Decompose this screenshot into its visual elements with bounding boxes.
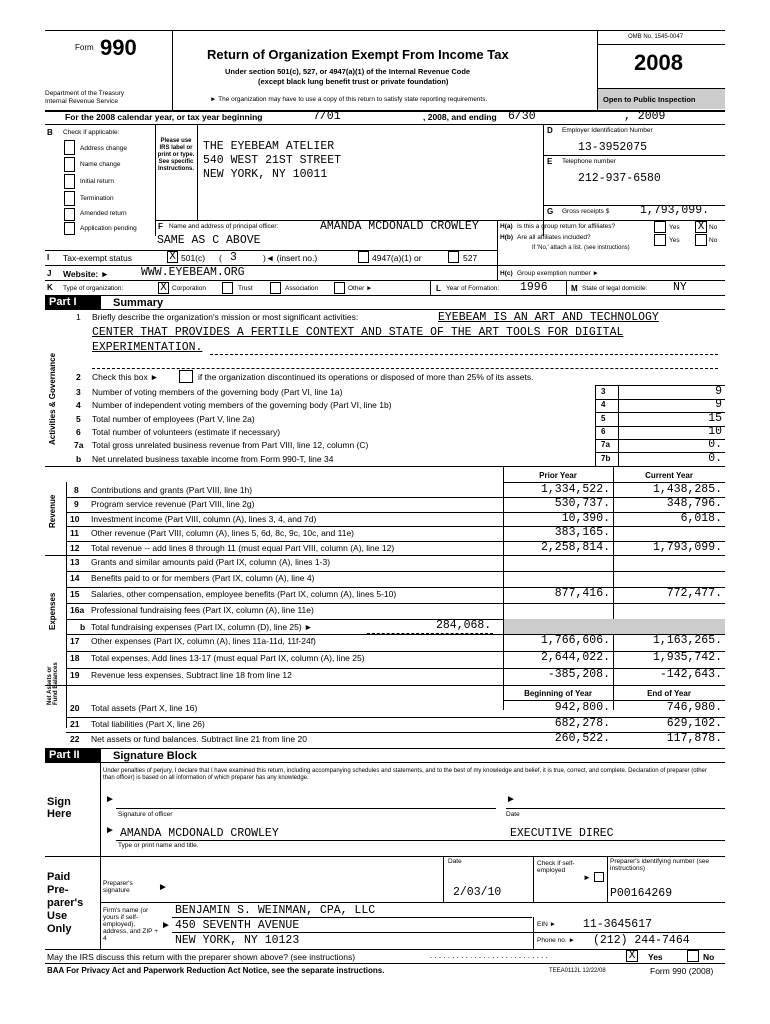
net-asset-line-prior: 260,522.	[554, 732, 610, 746]
section-k-letter: K	[47, 283, 53, 292]
discuss-no-checkbox[interactable]	[687, 950, 699, 962]
revenue-line-text: Investment income (Part VIII, column (A), lines 3, 4, and 7d)	[91, 513, 317, 524]
form-number: 990	[100, 35, 137, 60]
expense-total-line-current: 1,935,742.	[652, 651, 722, 664]
application-pending-label: Application pending	[80, 225, 137, 232]
section-b-letter: B	[47, 128, 53, 137]
firm-name: BENJAMIN S. WEINMAN, CPA, LLC	[175, 904, 376, 917]
gov-line-value: 9	[715, 398, 722, 412]
net-asset-line-num: 22	[70, 734, 80, 745]
net-asset-line-text: Total assets (Part X, line 16)	[91, 703, 198, 713]
mission-line-3: EXPERIMENTATION.	[92, 341, 203, 354]
revenue-line-prior: 383,165.	[554, 526, 610, 540]
hc-label: H(c)	[500, 270, 513, 277]
net-asset-line-text: Total liabilities (Part X, line 26)	[91, 718, 205, 729]
revenue-line-prior: 2,258,814.	[540, 540, 610, 554]
revenue-line-num: 9	[74, 499, 79, 510]
self-employed-checkbox[interactable]	[594, 872, 604, 882]
revenue-line-prior: 530,737.	[554, 497, 610, 511]
gov-line-box: 7b	[601, 453, 611, 463]
gov-line-value: 15	[708, 411, 722, 425]
form-title: Return of Organization Exempt From Income Tax	[207, 47, 509, 62]
side-label-activities: Activities & Governance	[48, 352, 57, 445]
discuss-yes-checkbox[interactable]	[626, 950, 638, 962]
gov-line-num: b	[76, 453, 82, 464]
ha-label: H(a)	[500, 223, 513, 230]
501c-insert: )◄ (insert no.)	[263, 253, 318, 263]
revenue-line-num: 11	[70, 528, 79, 539]
date-arrow: ►	[506, 794, 516, 805]
4947-label: 4947(a)(1) or	[372, 253, 422, 263]
gov-line-text: Net unrelated business taxable income from Form 990-T, line 34	[92, 453, 334, 464]
section-e-letter: E	[547, 157, 553, 166]
col-end-year: End of Year	[647, 689, 691, 698]
self-employed-arrow: ►	[583, 873, 591, 882]
section-d-letter: D	[547, 126, 553, 135]
only-label: Only	[47, 923, 72, 935]
org-name: THE EYEBEAM ATELIER	[203, 140, 335, 153]
net-asset-line-prior: 942,800.	[554, 701, 610, 714]
gov-line-num: 6	[76, 426, 81, 437]
col-prior-year: Prior Year	[539, 471, 577, 480]
use-label: Use	[47, 910, 68, 922]
other-org-checkbox[interactable]	[334, 282, 345, 294]
net-asset-line-current: 117,878.	[666, 732, 722, 746]
expense-line-prior: 877,416.	[554, 587, 610, 600]
gov-line-text: Number of voting members of the governing body (Part VI, line 1a)	[92, 387, 343, 397]
discuss-dots: . . . . . . . . . . . . . . . . . . . . . . . . . . .	[430, 951, 548, 960]
hb-yes-checkbox[interactable]	[654, 234, 666, 246]
org-city: NEW YORK, NY 10011	[203, 168, 328, 181]
revenue-line-prior: 10,390.	[561, 511, 610, 525]
tax-year-end-year: , 2009	[624, 110, 666, 123]
revenue-line-text: Program service revenue (Part VIII, line 2g)	[91, 499, 255, 510]
gov-line-text: Total number of volunteers (estimate if necessary)	[92, 426, 281, 437]
firm-address: 450 SEVENTH AVENUE	[175, 919, 300, 932]
firm-label: Firm's name (or yours if self-employed), address, and ZIP + 4	[103, 907, 158, 942]
line1-num: 1	[76, 312, 81, 322]
checkbox-termination[interactable]	[64, 191, 75, 206]
gov-top-rule	[595, 385, 725, 386]
hb-note: If 'No,' attach a list. (see instructions)	[532, 245, 630, 251]
gov-line-box: 4	[601, 400, 606, 410]
revenue-line-current: 348,796.	[666, 497, 722, 511]
domicile-value: NY	[673, 281, 687, 294]
type-name-label: Type or print name and title.	[118, 842, 199, 849]
revenue-line-num: 12	[70, 542, 80, 553]
gov-value-divider	[618, 385, 619, 466]
section-i-letter: I	[47, 253, 50, 262]
address-change-label: Address change	[80, 145, 127, 152]
part1-label: Part I	[45, 296, 101, 309]
part2-title: Signature Block	[113, 750, 197, 762]
tax-exempt-label: Tax-exempt status	[63, 253, 132, 263]
amended-return-label: Amended return	[80, 210, 127, 217]
expense-total-line-text: Other expenses (Part IX, column (A), lines 11a-11d, 11f-24f)	[91, 636, 316, 646]
gov-line-num: 5	[76, 413, 81, 424]
hc-text: Group exemption number ►	[517, 270, 599, 277]
gov-line-box: 6	[601, 426, 606, 436]
line2-num: 2	[76, 372, 81, 382]
year-formation-label: Year of Formation:	[446, 285, 500, 292]
expense-line-text: Benefits paid to or for members (Part IX, column (A), line 4)	[91, 573, 315, 583]
sign-label: Sign	[47, 796, 71, 808]
form-subtitle-2: (except black lung benefit trust or private foundation)	[258, 77, 449, 86]
hb-label: H(b)	[500, 234, 513, 241]
gov-line-box: 5	[601, 413, 606, 423]
checkbox-initial-return[interactable]	[64, 174, 75, 189]
revenue-line-rule	[66, 526, 725, 527]
paid-label: Paid	[47, 871, 71, 883]
revenue-line-num: 8	[74, 485, 79, 495]
ein-label: Employer Identification Number	[562, 127, 653, 134]
preparer-date: 2/03/10	[453, 886, 502, 899]
principal-officer-name: AMANDA MCDONALD CROWLEY	[320, 220, 479, 233]
gov-line-text: Total number of employees (Part V, line 2a)	[92, 413, 255, 424]
revenue-line-current: 1,438,285.	[652, 483, 722, 496]
revenue-line-prior: 1,334,522.	[540, 483, 610, 496]
name-change-label: Name change	[80, 161, 121, 168]
gov-line-box: 7a	[601, 440, 610, 450]
501c-x: X	[169, 251, 176, 263]
side-label-revenue: Revenue	[48, 494, 57, 528]
part1-title: Summary	[113, 297, 164, 309]
tax-year: 2008	[634, 50, 683, 75]
preparer-sig-label: Preparer's signature	[103, 880, 133, 894]
phone-label: Telephone number	[562, 158, 616, 165]
name-arrow: ►	[105, 825, 115, 836]
discuss-yes-x: X	[628, 950, 636, 962]
omb-number: OMB No. 1545-0047	[628, 34, 684, 40]
501c-checkbox[interactable]	[167, 251, 178, 263]
expense-total-line-text: Total expenses. Add lines 13-17 (must equal Part IX, column (A), line 25)	[91, 653, 365, 663]
gov-line-value: 10	[708, 424, 722, 438]
irs-label-instruction: Please use IRS label or print or type. See specific Instructions.	[157, 138, 195, 172]
4947-checkbox[interactable]	[358, 251, 369, 263]
tax-year-begin: 7/01	[313, 110, 341, 123]
501c-label: 501(c)	[181, 253, 206, 263]
here-label: Here	[47, 808, 72, 820]
checkbox-amended-return[interactable]	[64, 208, 75, 221]
hb-text: Are all affiliates included?	[517, 234, 591, 241]
tax-year-end: 6/30	[508, 110, 536, 123]
revenue-line-current: 6,018.	[680, 511, 722, 525]
domicile-label: State of legal domicile:	[582, 285, 648, 292]
side-label-expenses: Expenses	[48, 592, 57, 630]
gov-line-num: 7a	[74, 440, 84, 451]
checkbox-name-change[interactable]	[64, 157, 75, 172]
col-beginning-year: Beginning of Year	[524, 689, 592, 698]
mission-line-2: CENTER THAT PROVIDES A FERTILE CONTEXT AND STATE OF THE ART TOOLS FOR DIGITAL	[92, 326, 624, 339]
org-type-label: Type of organization:	[63, 285, 124, 292]
section-j-letter: J	[47, 269, 52, 278]
corporation-checkbox[interactable]	[158, 282, 169, 294]
open-public-label: Open to Public Inspection	[603, 95, 696, 104]
revenue-line-current: 1,793,099.	[652, 540, 722, 554]
perjury-statement: Under penalties of perjury, I declare that I have examined this return, including accompanying schedules and statements, and to the best of my knowledge and belief, it is true, correct, and complete. Declaration of preparer (other than officer) is based on all information of which preparer has any knowledge.	[103, 768, 707, 781]
firm-city: NEW YORK, NY 10123	[175, 934, 300, 947]
discuss-yes-label: Yes	[648, 952, 663, 962]
col-current-year: Current Year	[645, 471, 693, 480]
dept-treasury: Department of the Treasury	[45, 90, 125, 97]
expense-total-line-num: 18	[70, 653, 80, 663]
revenue-line-text: Other revenue (Part VIII, column (A), lines 5, 6d, 8c, 9c, 10c, and 11e)	[91, 528, 354, 539]
year-formation-value: 1996	[520, 281, 548, 294]
website-label: Website: ►	[63, 269, 110, 279]
form-code: TEEA0112L 12/22/08	[549, 968, 606, 974]
section-f-letter: F	[158, 222, 163, 231]
baa-notice: BAA For Privacy Act and Paperwork Reduction Act Notice, see the separate instructions.	[47, 966, 385, 975]
firm-phone: (212) 244-7464	[593, 934, 690, 947]
preparer-date-label: Date	[448, 858, 462, 865]
signature-label: Signature of officer	[118, 811, 173, 818]
section-b-label: Check if applicable:	[63, 129, 120, 136]
side-label-net-assets: Net Assets or Fund Balances	[47, 662, 59, 705]
officer-title: EXECUTIVE DIREC	[510, 827, 614, 840]
ha-no-label: No	[709, 224, 718, 231]
expense-total-line-num: 19	[70, 670, 80, 680]
part2-label: Part II	[45, 749, 101, 762]
copy-note: ► The organization may have to use a copy of this return to satisfy state reporting requirements.	[210, 96, 488, 103]
gov-line-num: 3	[76, 387, 81, 397]
association-label: Association	[285, 285, 319, 292]
mission-line-1: EYEBEAM IS AN ART AND TECHNOLOGY	[438, 311, 659, 324]
firm-ein-label: EIN ►	[537, 921, 557, 928]
net-asset-line-num: 21	[70, 718, 80, 729]
net-asset-line-text: Net assets or fund balances. Subtract line 21 from line 20	[91, 734, 307, 745]
termination-label: Termination	[80, 195, 114, 202]
ha-text: Is this a group return for affiliates?	[517, 223, 616, 230]
ein-value: 13-3952075	[578, 141, 648, 154]
checkbox-address-change[interactable]	[64, 140, 75, 155]
expense-line-rule	[66, 603, 725, 604]
gov-line-value: 0.	[708, 438, 722, 452]
firm-phone-label: Phone no. ►	[537, 937, 575, 944]
discuss-question: May the IRS discuss this return with the preparer shown above? (see instructions)	[47, 952, 356, 962]
trust-label: Trust	[238, 285, 253, 292]
pre-label: Pre-	[47, 884, 69, 896]
line16b-value: 284,068.	[436, 619, 492, 632]
sig-date-label: Date	[506, 811, 520, 818]
association-checkbox[interactable]	[270, 282, 281, 294]
expense-total-line-prior: 1,766,606.	[540, 634, 610, 647]
ha-yes-checkbox[interactable]	[654, 221, 666, 233]
gov-box-divider	[595, 385, 596, 466]
revenue-line-text: Total revenue -- add lines 8 through 11 (must equal Part VIII, column (A), line 12)	[91, 542, 395, 553]
ha-yes-label: Yes	[669, 224, 680, 231]
ha-no-x: X	[697, 221, 705, 233]
hb-no-label: No	[709, 237, 718, 244]
corporation-label: Corporation	[172, 285, 206, 292]
527-label: 527	[463, 253, 478, 263]
expense-line-num: 13	[70, 557, 80, 567]
expense-line-text: Grants and similar amounts paid (Part IX, column (A), lines 1-3)	[91, 557, 331, 567]
dept-irs: Internal Revenue Service	[45, 98, 118, 105]
tax-year-mid: , 2008, and ending	[423, 112, 497, 122]
expense-line-rule	[66, 571, 725, 572]
line1-text: Briefly describe the organization's mission or most significant activities:	[92, 312, 359, 322]
expense-total-line-prior: -385,208.	[547, 668, 610, 681]
expense-line-text: Professional fundraising fees (Part IX, column (A), line 11e)	[91, 605, 314, 615]
line16b-text: Total fundraising expenses (Part IX, column (D), line 25) ►	[91, 622, 313, 632]
org-street: 540 WEST 21ST STREET	[203, 154, 342, 167]
expense-total-line-current: 1,163,265.	[652, 634, 722, 647]
form-subtitle-1: Under section 501(c), 527, or 4947(a)(1) of the Internal Revenue Code	[225, 67, 471, 76]
expense-total-line-prior: 2,644,022.	[540, 651, 610, 664]
gov-line-text: Number of independent voting members of the governing body (Part VI, line 1b)	[92, 400, 392, 411]
501c-number: 3	[230, 251, 237, 264]
firm-arrow: ►	[161, 920, 171, 931]
line2-text-2: if the organization discontinued its operations or disposed of more than 25% of its assets.	[198, 372, 534, 382]
net-asset-line-num: 20	[70, 703, 80, 713]
line16b-shade	[504, 619, 725, 634]
gross-receipts-label: Gross receipts $	[562, 208, 610, 215]
firm-ein: 11-3645617	[583, 918, 653, 931]
expense-line-num: 15	[70, 589, 80, 599]
gov-line-text: Total gross unrelated business revenue from Part VIII, line 12, column (C)	[92, 440, 369, 451]
sig-arrow: ►	[105, 794, 115, 805]
phone-value: 212-937-6580	[578, 172, 661, 185]
hb-yes-label: Yes	[669, 237, 680, 244]
expense-total-line-text: Revenue less expenses. Subtract line 18 from line 12	[91, 670, 292, 680]
expense-line-num: 14	[70, 573, 80, 583]
form-ref: Form 990 (2008)	[650, 966, 714, 976]
revenue-line-num: 10	[70, 513, 80, 524]
gov-line-num: 4	[76, 400, 81, 411]
self-employed-label: Check if self-employed	[537, 860, 575, 874]
other-org-label: Other ►	[348, 285, 373, 292]
trust-checkbox[interactable]	[222, 282, 233, 294]
net-asset-line-prior: 682,278.	[554, 716, 610, 730]
form-word: Form	[75, 43, 94, 52]
officer-name: AMANDA MCDONALD CROWLEY	[120, 827, 279, 840]
corporation-x: X	[160, 282, 167, 294]
net-asset-line-current: 746,980.	[666, 701, 722, 714]
expense-total-line-current: -142,643.	[659, 668, 722, 681]
section-g-letter: G	[547, 207, 554, 216]
gov-line-value: 9	[715, 385, 722, 398]
expense-line-num: 16a	[70, 605, 85, 615]
principal-officer-address: SAME AS C ABOVE	[157, 234, 261, 247]
tax-year-label: For the 2008 calendar year, or tax year beginning	[65, 112, 263, 122]
hb-no-checkbox[interactable]	[695, 234, 707, 246]
section-l-letter: L	[436, 284, 441, 293]
revenue-line-text: Contributions and grants (Part VIII, line 1h)	[91, 485, 253, 495]
principal-officer-label: Name and address of principal officer:	[169, 223, 279, 230]
preparer-id-label: Preparer's identifying number (see instructions)	[610, 858, 710, 872]
section-m-letter: M	[571, 284, 578, 293]
preparer-id: P00164269	[610, 887, 673, 900]
gov-line-box: 3	[601, 387, 606, 396]
line2-text: Check this box ►	[92, 372, 159, 382]
gov-line-value: 0.	[708, 451, 722, 465]
line2-checkbox[interactable]	[179, 370, 193, 383]
net-asset-line-current: 629,102.	[666, 716, 722, 730]
ha-no-checkbox[interactable]	[695, 221, 707, 233]
expense-line-current: 772,477.	[666, 587, 722, 600]
initial-return-label: Initial return	[80, 178, 114, 185]
527-checkbox[interactable]	[448, 251, 459, 263]
checkbox-application-pending[interactable]	[64, 222, 75, 235]
expense-line-text: Salaries, other compensation, employee benefits (Part IX, column (A), lines 5-10)	[91, 589, 397, 599]
501c-paren: (	[219, 253, 222, 263]
parers-label: parer's	[47, 897, 84, 909]
expense-total-line-num: 17	[70, 636, 80, 646]
line16b-num: b	[80, 622, 86, 632]
gross-receipts-value: 1,793,099.	[640, 204, 710, 217]
preparer-arrow: ►	[158, 882, 168, 893]
website-value[interactable]: WWW.EYEBEAM.ORG	[141, 266, 245, 279]
discuss-no-label: No	[703, 952, 715, 962]
